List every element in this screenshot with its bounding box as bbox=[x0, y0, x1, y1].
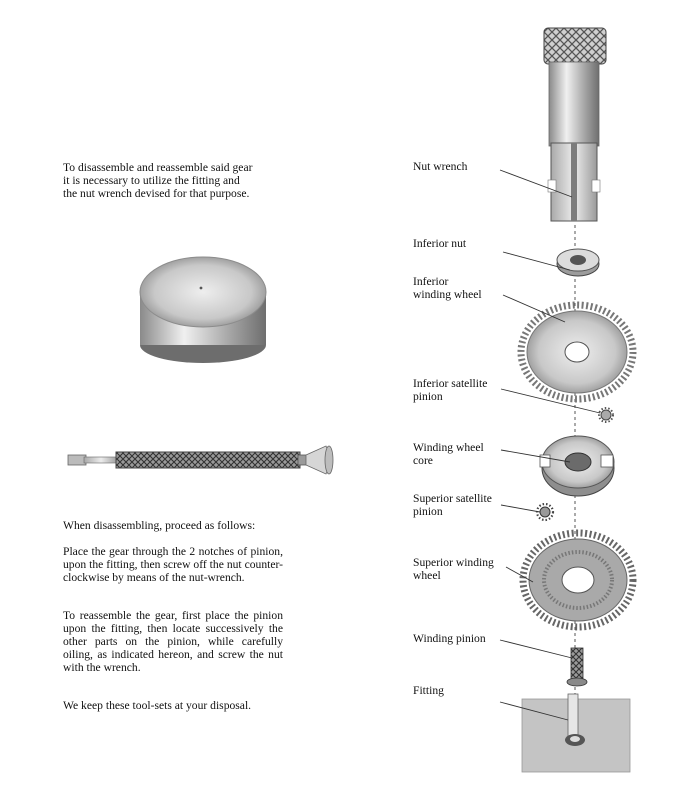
superior-winding-wheel-image bbox=[523, 533, 633, 627]
leader-winding-pinion bbox=[500, 640, 572, 658]
fitting-block-image bbox=[140, 257, 266, 363]
paragraph-disassembly-steps: Place the gear through the 2 notches of pinion, upon the fitting, then screw off the nut counter-clockwise by means of the nut-wrench. bbox=[63, 545, 283, 584]
label-winding-wheel-core: Winding wheel core bbox=[413, 441, 484, 467]
leader-superior-satellite-pinion bbox=[501, 505, 540, 512]
label-superior-winding-wheel: Superior winding wheel bbox=[413, 556, 494, 582]
label-inferior-winding-wheel: Inferior winding wheel bbox=[413, 275, 482, 301]
intro-text: To disassemble and reassemble said gear it is necessary to utilize the fitting and the nut wrench devised for that purpose. bbox=[63, 161, 253, 200]
paragraph-disposal-note: We keep these tool-sets at your disposal. bbox=[63, 699, 252, 712]
label-fitting: Fitting bbox=[413, 684, 444, 697]
label-inferior-nut: Inferior nut bbox=[413, 237, 467, 250]
winding-pinion-image bbox=[567, 648, 587, 686]
winding-wheel-core-image bbox=[540, 436, 614, 496]
fitting-part-image bbox=[522, 694, 630, 772]
paragraph-disassembling-heading: When disassembling, proceed as follows: bbox=[63, 519, 256, 532]
label-nut-wrench: Nut wrench bbox=[413, 160, 468, 173]
inferior-winding-wheel-image bbox=[521, 305, 633, 399]
paragraph-reassembly-steps: To reassemble the gear, first place the pinion upon the fitting, then locate successively the other parts on the pinion, while carefully oiling, as indicated hereon, and screw the nut with the wrench. bbox=[63, 609, 283, 674]
nut-wrench-part-image bbox=[544, 28, 606, 221]
inferior-nut-image bbox=[557, 249, 599, 276]
label-winding-pinion: Winding pinion bbox=[413, 632, 486, 645]
nut-wrench-tool-image bbox=[68, 446, 333, 474]
label-superior-satellite-pinion: Superior satellite pinion bbox=[413, 492, 492, 518]
label-inferior-satellite-pinion: Inferior satellite pinion bbox=[413, 377, 488, 403]
inferior-satellite-pinion-image bbox=[599, 408, 613, 422]
